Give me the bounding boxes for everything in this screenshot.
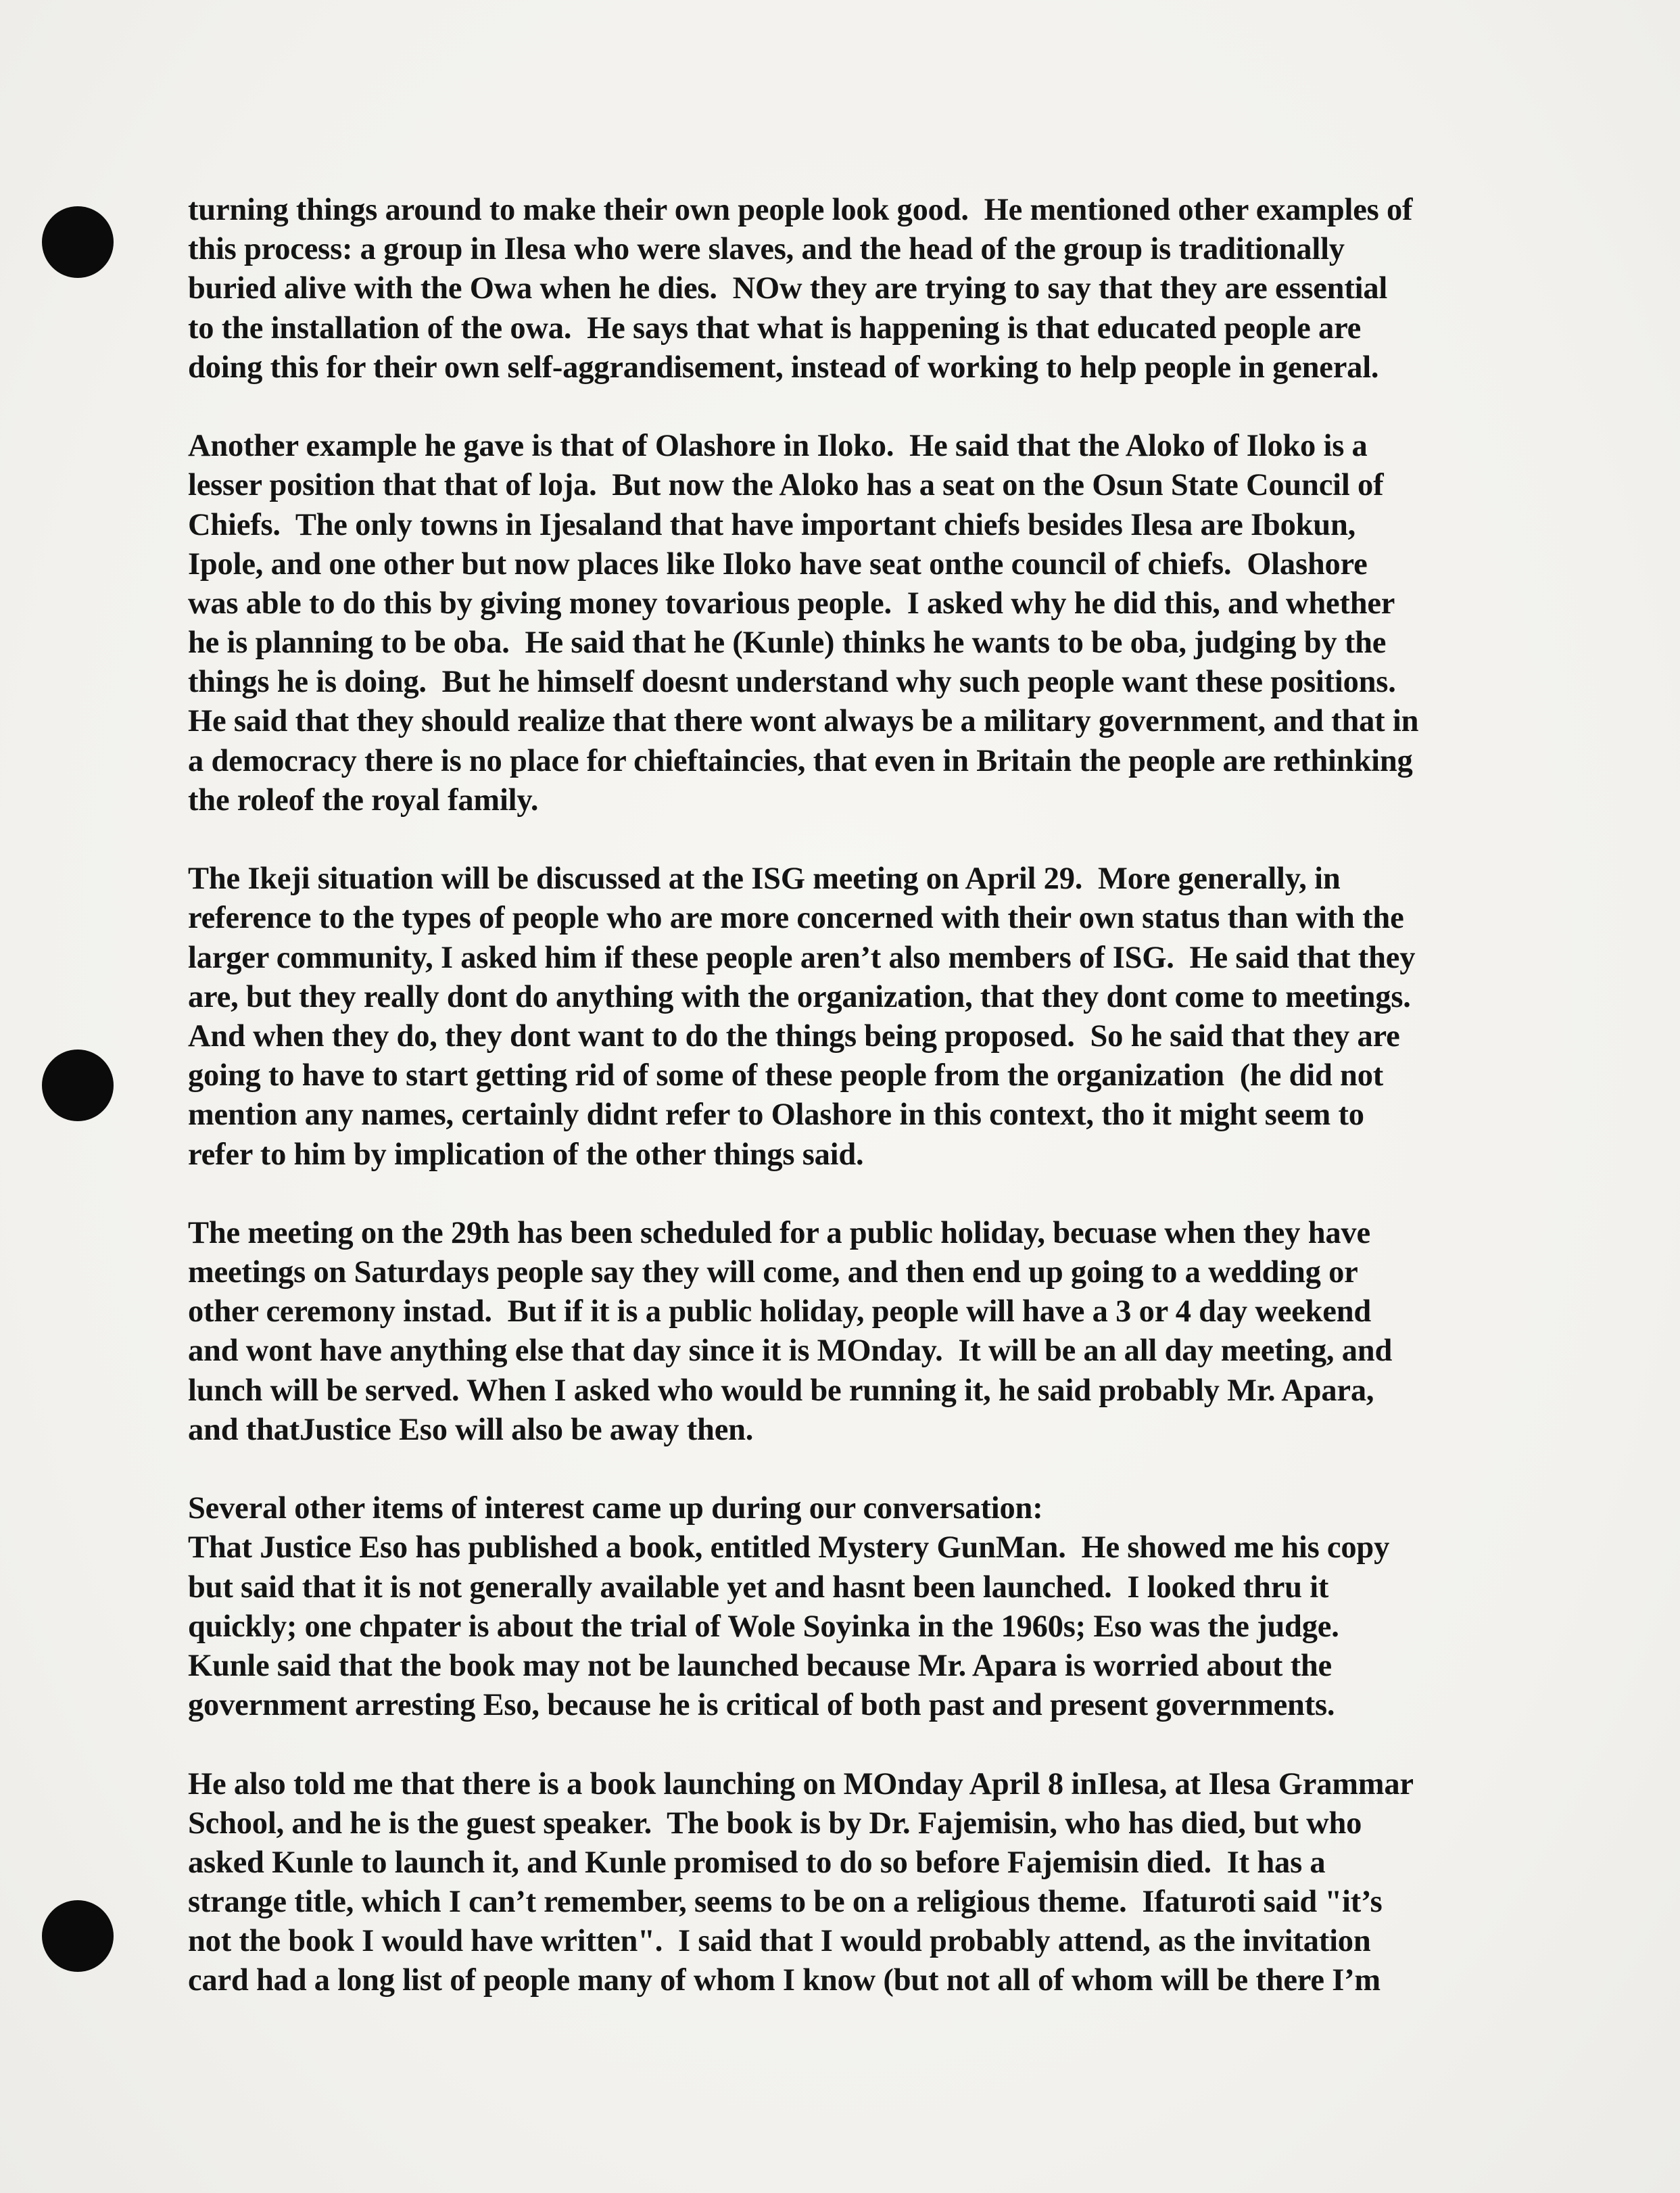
text-line: Ipole, and one other but now places like Iloko have seat onthe council of chiefs. Olashore [188,546,1368,582]
text-line: this process: a group in Ilesa who were slaves, and the head of the group is traditionally [188,232,1345,267]
text-line: not the book I would have written". I said that I would probably attend, as the invitation [188,1924,1371,1959]
text-line: turning things around to make their own people look good. He mentioned other examples of [188,193,1413,227]
document-body [188,191,1486,2001]
text-line: quickly; one chpater is about the trial of Wole Soyinka in the 1960s; Eso was the judge. [188,1609,1339,1644]
text-line: are, but they really dont do anything with the organization, that they dont come to meetings. [188,979,1411,1014]
text-line: larger community, I asked him if these people aren’t also members of ISG. He said that they [188,940,1416,975]
text-line: things he is doing. But he himself doesnt understand why such people want these positions. [188,665,1396,700]
text-line: strange title, which I can’t remember, seems to be on a religious theme. Ifaturoti said "it’s [188,1885,1383,1920]
paragraph [188,1765,1486,2001]
text-line: to the installation of the owa. He says that what is happening is that educated people are [188,310,1362,346]
text-line: School, and he is the guest speaker. The book is by Dr. Fajemisin, who has died, but who [188,1806,1362,1841]
text-line: a democracy there is no place for chieftaincies, that even in Britain the people are rethinking [188,743,1413,778]
text-line: He also told me that there is a book launching on MOnday April 8 inIlesa, at Ilesa Grammar [188,1766,1414,1801]
text-line: He said that they should realize that there wont always be a military government, and that in [188,704,1419,739]
paragraph [188,1489,1486,1725]
text-line: Kunle said that the book may not be launched because Mr. Apara is worried about the [188,1648,1332,1683]
text-line: government arresting Eso, because he is critical of both past and present governments. [188,1688,1335,1723]
text-line: buried alive with the Owa when he dies. NOw they are trying to say that they are essential [188,271,1388,306]
paragraph [188,191,1486,387]
text-line: but said that it is not generally available yet and hasnt been launched. I looked thru it [188,1570,1329,1605]
text-line: The Ikeji situation will be discussed at the ISG meeting on April 29. More generally, in [188,862,1341,897]
text-line: And when they do, they dont want to do the things being proposed. So he said that they are [188,1018,1400,1054]
text-line: The meeting on the 29th has been scheduled for a public holiday, becuase when they have [188,1215,1370,1250]
text-line: going to have to start getting rid of some of these people from the organization (he did not [188,1058,1384,1093]
paragraph-gap [188,1175,1486,1214]
text-line: mention any names, certainly didnt refer to Olashore in this context, tho it might seem to [188,1098,1364,1133]
text-line: lesser position that that of loja. But now the Aloko has a seat on the Osun State Council of [188,468,1384,503]
punch-hole-top [42,206,114,278]
text-line: the roleof the royal family. [188,782,539,818]
text-line: he is planning to be oba. He said that he (Kunle) thinks he wants to be oba, judging by the [188,626,1387,661]
paragraph-gap [188,1725,1486,1764]
text-line: lunch will be served. When I asked who would be running it, he said probably Mr. Apara, [188,1373,1374,1408]
text-line: was able to do this by giving money tovarious people. I asked why he did this, and whether [188,586,1395,621]
text-line: Several other items of interest came up during our conversation: [188,1491,1043,1526]
text-line: and wont have anything else that day since it is MOnday. It will be an all day meeting, and [188,1334,1393,1369]
paragraph [188,427,1486,820]
text-line: asked Kunle to launch it, and Kunle promised to do so before Fajemisin died. It has a [188,1845,1326,1880]
text-line: doing this for their own self-aggrandisement, instead of working to help people in general. [188,350,1379,385]
text-line: other ceremony instad. But if it is a public holiday, people will have a 3 or 4 day weekend [188,1294,1372,1329]
text-line: reference to the types of people who are more concerned with their own status than with the [188,901,1404,936]
text-line: refer to him by implication of the other things said. [188,1137,864,1172]
paragraph-gap [188,1450,1486,1489]
paragraph [188,859,1486,1175]
text-line: Chiefs. The only towns in Ijesaland that have important chiefs besides Ilesa are Ibokun, [188,507,1356,542]
punch-hole-middle [42,1050,114,1121]
paragraph-gap [188,820,1486,859]
text-line: Another example he gave is that of Olashore in Iloko. He said that the Aloko of Iloko is a [188,429,1368,464]
punch-hole-bottom [42,1900,114,1972]
paragraph [188,1214,1486,1450]
text-line: That Justice Eso has published a book, entitled Mystery GunMan. He showed me his copy [188,1530,1390,1565]
text-line: meetings on Saturdays people say they will come, and then end up going to a wedding or [188,1255,1358,1290]
text-line: card had a long list of people many of whom I know (but not all of whom will be there I’m [188,1963,1381,1998]
paragraph-gap [188,387,1486,427]
text-line: and thatJustice Eso will also be away then. [188,1412,754,1447]
